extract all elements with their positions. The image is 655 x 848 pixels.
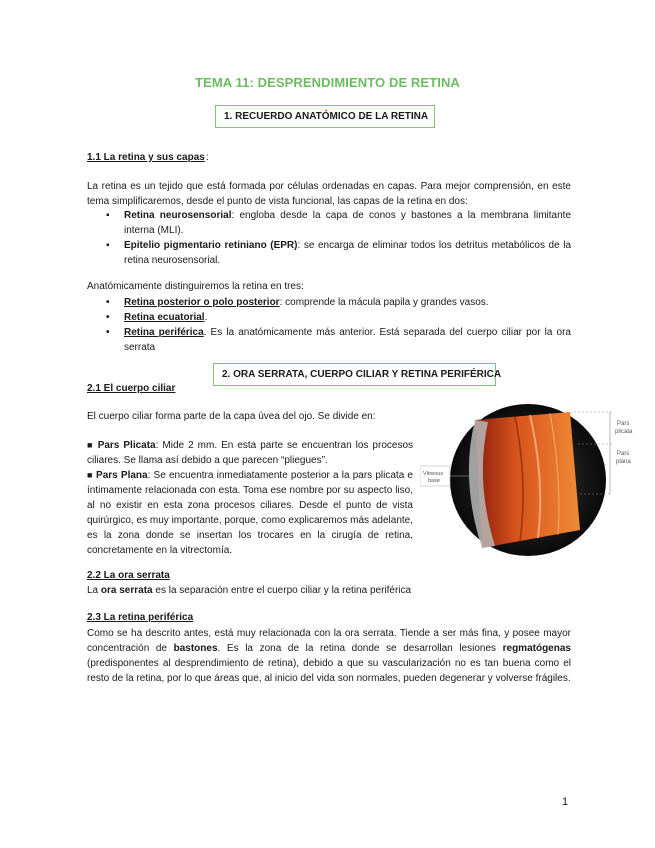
pars-plicata-paragraph: ■ Pars Plicata: Mide 2 mm. En esta parte se encuentran los procesos ciliares. Se llama así debido a que parecen “pliegues”. [87, 440, 414, 466]
ciliary-tissue [475, 412, 580, 548]
zones-list [106, 295, 571, 355]
subsection-2-2-title: 2.2 La ora serrata [87, 570, 170, 581]
list-item: • Retina posterior o polo posterior: comprende la mácula papila y grandes vasos. [106, 297, 489, 308]
pars-plana-label-1: Pars [617, 451, 630, 457]
pars-plana-label-2: plana [616, 459, 631, 465]
list-item: • Retina ecuatorial. [106, 312, 208, 323]
bullet-icon: • [106, 327, 110, 338]
list-item: ▪ Epitelio pigmentario retiniano (EPR): se encarga de eliminar todos los detritus metabólicos de la retina neurosensorial. [106, 240, 572, 266]
subsection-2-1-title: 2.1 El cuerpo ciliar [87, 383, 176, 394]
anatomy-intro: Anatómicamente distinguiremos la retina en tres: [87, 281, 304, 292]
section-1-heading: 1. RECUERDO ANATÓMICO DE LA RETINA [215, 105, 435, 128]
subsection-1-1-title: 1.1 La retina y sus capas [87, 152, 205, 163]
bullet-icon: ▪ [106, 240, 110, 251]
ciliary-body-intro: El cuerpo ciliar forma parte de la capa úvea del ojo. Se divide en: [87, 411, 376, 422]
list-item: • Retina periférica. Es la anatómicamente más anterior. Está separada del cuerpo ciliar por la ora serrata [106, 327, 571, 353]
vitreous-label-2: base [428, 478, 440, 484]
document-title: TEMA 11: DESPRENDIMIENTO DE RETINA [195, 75, 460, 90]
section-2-heading: 2. ORA SERRATA, CUERPO CILIAR Y RETINA PERIFÉRICA [213, 363, 496, 386]
bullet-icon: • [106, 312, 110, 323]
intro-paragraph: La retina es un tejido que está formada por células ordenadas en capas. Para mejor comprensión, en este tema simplificaremos, desde el punto de vista funcional, las capas de la retina en dos: [87, 181, 571, 207]
pars-plana-paragraph: ■ Pars Plana: Se encuentra inmediatamente posterior a la pars plicata e íntimamente relacionada con esta. Toma ese nombre por su aspecto liso, al no existir en esta zona procesos ciliares. Desde el punto de vista quirúrgico, es muy importante, porque, como explicaremos más adelante, es la zona donde se insertan los trocares en la cirugía de retina, concretamente en la vitrectomía. [87, 470, 413, 556]
pars-plicata-label-2: plicata [615, 429, 633, 435]
page-number: 1 [562, 796, 569, 808]
pars-plicata-label-1: Pars [617, 421, 630, 427]
ciliary-body-figure [420, 400, 635, 560]
bullet-icon: ▪ [106, 210, 110, 221]
ora-serrata-paragraph: La ora serrata es la separación entre el cuerpo ciliar y la retina periférica [87, 585, 412, 596]
peripheral-retina-paragraph: Como se ha descrito antes, está muy relacionada con la ora serrata. Tiende a ser más fina, y posee mayor concentración de bastones. Es la zona de la retina donde se desarrollan lesiones regmatógenas (predisponentes al desprendimiento de retina), debido a que su vascularización no es tan buena como el resto de la retina, por lo que áreas que, al inicio del vida son normales, pueden degenerar y volverse frágiles. [87, 628, 571, 684]
bullet-icon: • [106, 297, 110, 308]
layers-list [106, 208, 572, 268]
list-item: ▪ Retina neurosensorial: engloba desde la capa de conos y bastones a la membrana limitante interna (MLI). [106, 210, 572, 236]
vitreous-label-1: Vitreous [423, 471, 444, 477]
subsection-1-1-colon: : [206, 152, 209, 163]
subsection-2-3-title: 2.3 La retina periférica [87, 612, 194, 623]
